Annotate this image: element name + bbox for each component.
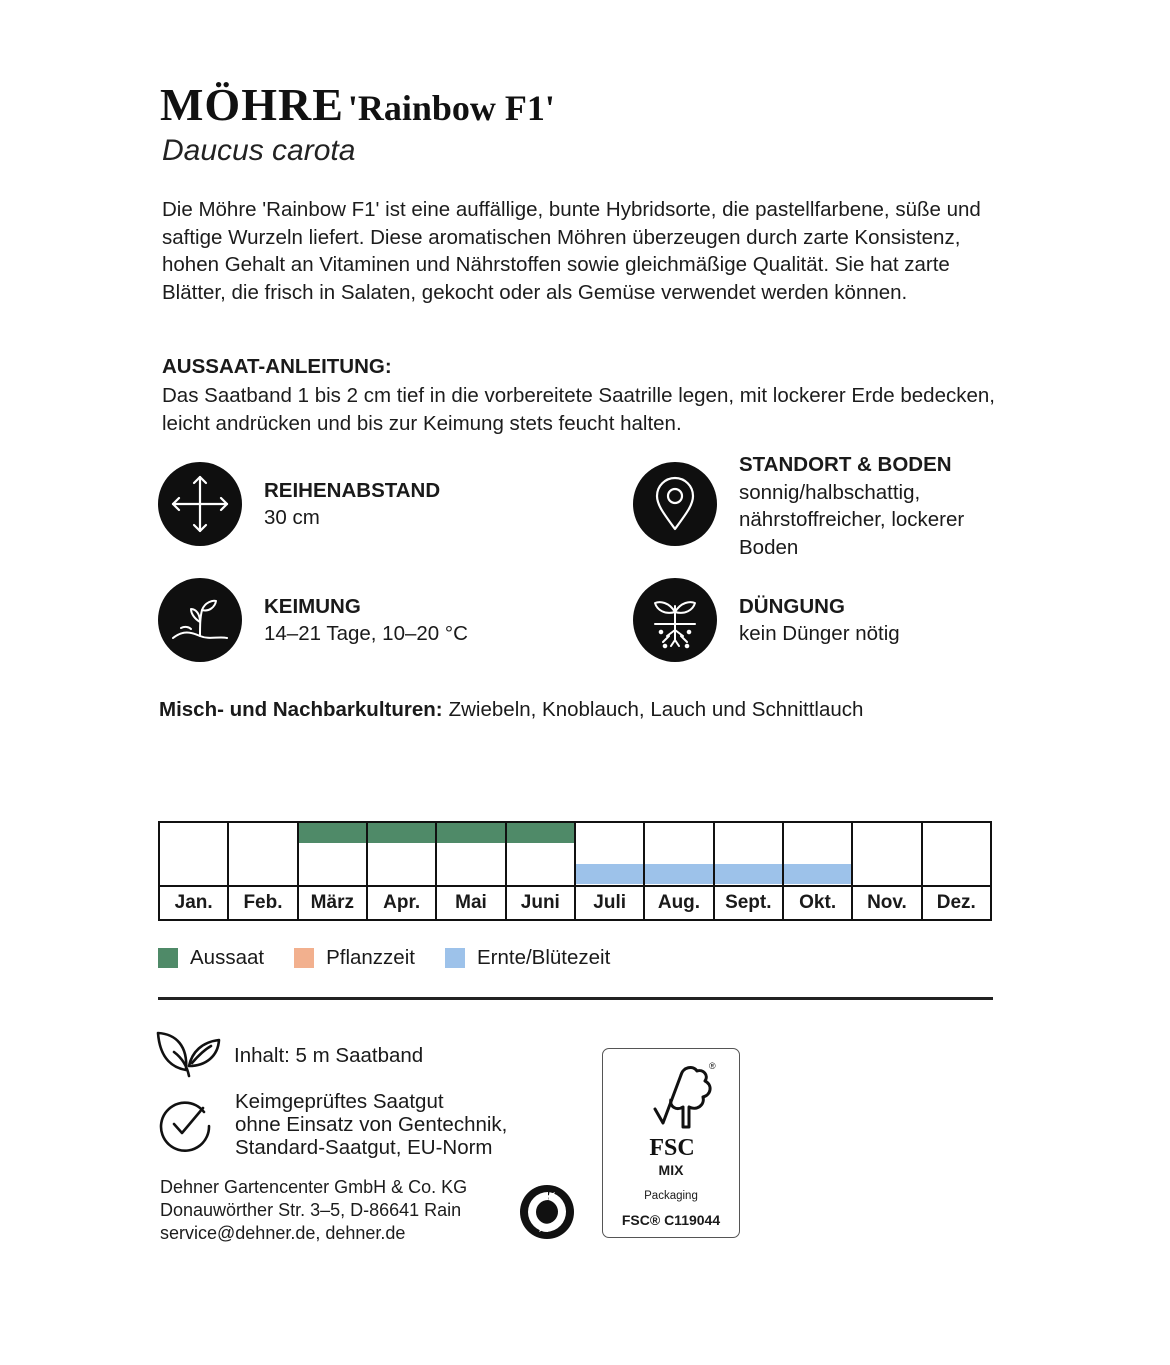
month-label: Aug. — [645, 885, 712, 919]
month-label: Jan. — [160, 885, 227, 919]
legend-harvest-swatch — [445, 948, 465, 968]
month-label: Mai — [437, 885, 504, 919]
spacing-label: REIHENABSTAND — [264, 478, 441, 502]
calendar-month — [923, 823, 990, 919]
legend-harvest-label: Ernte/Blütezeit — [476, 946, 611, 969]
harvest-bar — [715, 864, 782, 884]
germination-label: KEIMUNG — [264, 594, 361, 618]
checkmark-icon — [157, 1096, 213, 1157]
calendar-month — [299, 823, 368, 919]
calendar-month — [576, 823, 645, 919]
sowing-instructions: Das Saatband 1 bis 2 cm tief in die vorbereitete Saatrille legen, mit lockerer Erde bedecken, leicht andrücken und bis zur Keimung stets feucht halten. — [162, 384, 995, 435]
divider — [158, 997, 993, 1000]
sowing-bar — [437, 823, 504, 843]
spacing-value: 30 cm — [264, 506, 320, 529]
harvest-bar — [576, 864, 643, 884]
sowing-bar — [507, 823, 574, 843]
info-spacing — [158, 462, 440, 546]
month-label: Juni — [507, 885, 574, 919]
location-label: STANDORT & BODEN — [739, 453, 952, 476]
company-line-2: Donauwörther Str. 3–5, D-86641 Rain — [160, 1200, 462, 1220]
fsc-code: FSC® C119044 — [621, 1212, 721, 1228]
calendar-month — [853, 823, 922, 919]
fsc-logo-text: FSC — [649, 1135, 695, 1159]
legend-sowing-swatch — [158, 948, 178, 968]
fsc-tree-logo — [625, 1057, 721, 1164]
quality-row — [157, 1090, 507, 1159]
calendar-month — [784, 823, 853, 919]
company-line-3: service@dehner.de, dehner.de — [160, 1223, 406, 1243]
calendar-legend — [158, 946, 640, 970]
month-label: Apr. — [368, 885, 435, 919]
month-label: Feb. — [229, 885, 296, 919]
sowing-heading: AUSSAAT-ANLEITUNG: — [162, 355, 392, 378]
info-fertilizing — [633, 578, 900, 662]
sowing-bar — [368, 823, 435, 843]
quality-line-2: ohne Einsatz von Gentechnik, — [235, 1113, 508, 1136]
arrows-icon — [158, 462, 242, 546]
fsc-registered-mark: ® — [709, 1061, 716, 1071]
month-label: März — [299, 885, 366, 919]
product-variety: 'Rainbow F1' — [347, 88, 555, 128]
legend-planting — [294, 946, 415, 970]
legend-planting-swatch — [294, 948, 314, 968]
fertilizing-label: DÜNGUNG — [739, 594, 845, 618]
month-label: Nov. — [853, 885, 920, 919]
calendar-month — [715, 823, 784, 919]
company-line-1: Dehner Gartencenter GmbH & Co. KG — [160, 1177, 468, 1197]
month-label: Juli — [576, 885, 643, 919]
calendar-month — [368, 823, 437, 919]
calendar-month — [437, 823, 506, 919]
content-text: Inhalt: 5 m Saatband — [234, 1044, 424, 1067]
germination-value: 14–21 Tage, 10–20 °C — [264, 622, 468, 645]
calendar-month — [229, 823, 298, 919]
legend-sowing — [158, 946, 264, 970]
product-name: MÖHRE — [160, 79, 344, 130]
companion-plants — [159, 698, 863, 722]
harvest-bar — [784, 864, 851, 884]
product-description: Die Möhre 'Rainbow F1' ist eine auffällige, bunte Hybridsorte, die pastellfarbene, süße und saftige Wurzeln liefert. Diese aromatischen Möhren überzeugen durch zarte Konsistenz, hohen Gehalt an Vitaminen und Nährstoffen sowie gleichmäßige Qualität. Sie hat zarte Blätter, die frisch in Salaten, gekocht oder als Gemüse verwendet werden können. — [162, 198, 981, 304]
location-value: sonnig/halbschattig, nährstoffreicher, lockerer Boden — [739, 480, 965, 559]
companion-value: Zwiebeln, Knoblauch, Lauch und Schnittlauch — [448, 698, 864, 721]
sprout-icon — [158, 578, 242, 662]
sowing-calendar — [158, 821, 992, 921]
company-address — [160, 1176, 467, 1245]
calendar-month — [160, 823, 229, 919]
content-row — [156, 1030, 423, 1083]
green-dot-icon — [518, 1183, 576, 1246]
calendar-month — [645, 823, 714, 919]
month-label: Sept. — [715, 885, 782, 919]
sowing-bar — [299, 823, 366, 843]
fsc-packaging: Packaging — [644, 1190, 698, 1202]
legend-harvest — [445, 946, 610, 970]
calendar-month — [507, 823, 576, 919]
info-germination — [158, 578, 468, 662]
harvest-bar — [645, 864, 712, 884]
fsc-mix: MIX — [658, 1162, 684, 1178]
latin-name: Daucus carota — [162, 134, 356, 167]
fsc-label — [602, 1048, 740, 1238]
month-label: Okt. — [784, 885, 851, 919]
info-location — [633, 451, 999, 561]
companion-label: Misch- und Nachbarkulturen: — [159, 698, 443, 721]
page-title — [160, 78, 555, 131]
fertilizing-value: kein Dünger nötig — [739, 622, 900, 645]
quality-line-3: Standard-Saatgut, EU-Norm — [235, 1136, 493, 1159]
legend-planting-label: Pflanzzeit — [326, 946, 415, 969]
month-label: Dez. — [923, 885, 990, 919]
legend-sowing-label: Aussaat — [190, 946, 265, 969]
quality-line-1: Keimgeprüftes Saatgut — [235, 1090, 444, 1113]
leaves-icon — [156, 1030, 222, 1083]
plant-roots-icon — [633, 578, 717, 662]
location-pin-icon — [633, 462, 717, 546]
